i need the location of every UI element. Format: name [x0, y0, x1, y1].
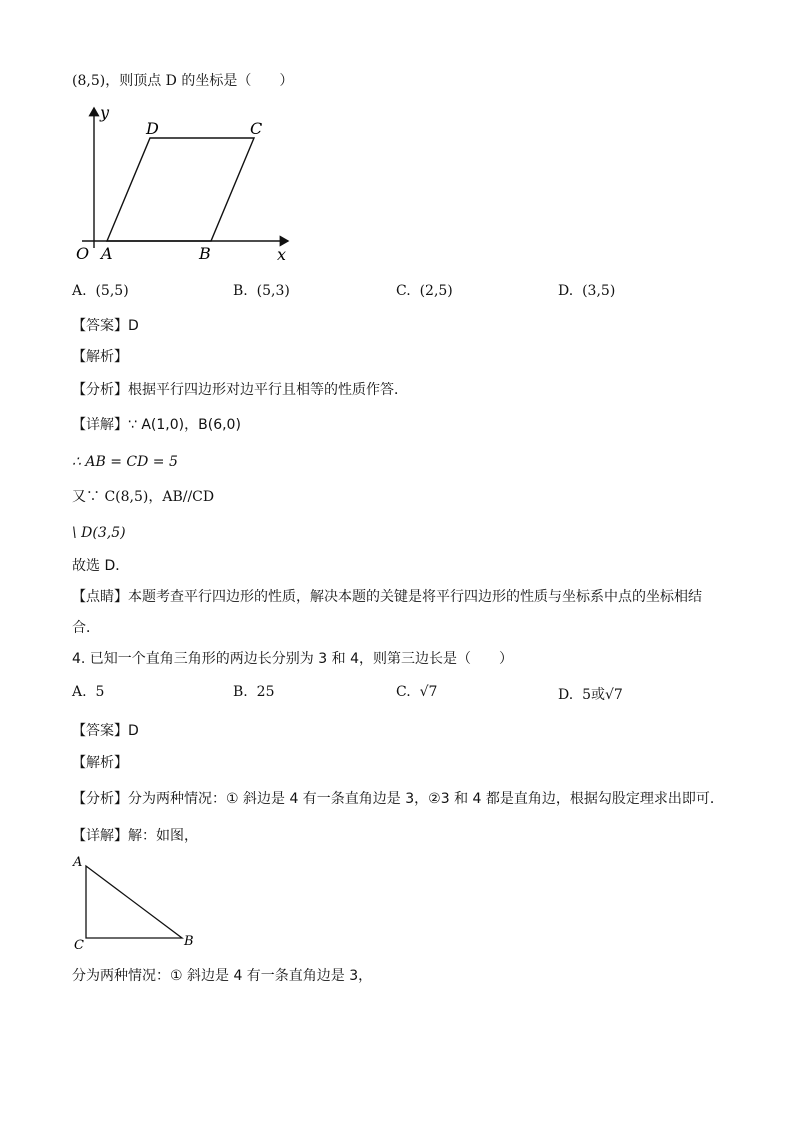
q3-option-c: C. (2,5)	[396, 283, 453, 299]
x-label: x	[277, 245, 287, 264]
point-b-label: B	[199, 244, 211, 263]
q4-option-b: B. 25	[233, 684, 275, 700]
q3-answer: 【答案】D	[72, 318, 139, 334]
triangle-abc	[86, 866, 182, 938]
parallelogram-figure	[70, 100, 300, 270]
q4-answer: 【答案】D	[72, 723, 139, 739]
q4-xiangjie: 【详解】解：如图，	[72, 828, 198, 844]
q4-option-a: A. 5	[72, 684, 105, 700]
point-a-label: A	[73, 855, 83, 870]
q4-case1: 分为两种情况：① 斜边是 4 有一条直角边是 3，	[72, 968, 373, 984]
origin-label: O	[76, 244, 90, 263]
q3-option-b: B. (5,3)	[233, 283, 290, 299]
q3-xiangjie-line1: 【详解】∵ A(1,0)，B(6,0)	[72, 417, 241, 433]
q3-fenxi: 【分析】根据平行四边形对边平行且相等的性质作答．	[72, 382, 408, 398]
q3-dianjing-1: 【点睛】本题考查平行四边形的性质，解决本题的关键是将平行四边形的性质与坐标系中点的坐标相结	[72, 589, 702, 605]
triangle-figure	[70, 852, 200, 952]
y-label: y	[100, 103, 110, 122]
q3-option-d: D. (3,5)	[558, 283, 616, 299]
q4-stem: 4. 已知一个直角三角形的两边长分别为 3 和 4，则第三边长是（ ）	[72, 651, 513, 667]
point-b-label: B	[184, 934, 194, 949]
q3-line3: 又∵ C(8,5)，AB//CD	[72, 489, 215, 505]
parallelogram-abcd	[107, 138, 254, 241]
q3-line5: 故选 D．	[72, 558, 130, 574]
q3-line2: ∴ AB = CD = 5	[72, 454, 178, 470]
q4-option-d: D. 5或√7	[558, 687, 623, 703]
q4-option-c: C. √7	[396, 684, 438, 700]
point-c-label: C	[250, 119, 263, 138]
point-d-label: D	[146, 119, 159, 138]
q4-analysis-heading: 【解析】	[72, 755, 128, 771]
q3-line4: \ D(3,5)	[72, 525, 126, 541]
q3-dianjing-2: 合．	[72, 620, 100, 636]
point-a-label: A	[101, 244, 113, 263]
q3-stem-tail: (8,5)，则顶点 D 的坐标是（ ）	[72, 73, 294, 89]
q4-fenxi: 【分析】分为两种情况：① 斜边是 4 有一条直角边是 3，②3 和 4 都是直角边，根据勾股定理求出即可．	[72, 791, 724, 807]
q3-analysis-heading: 【解析】	[72, 349, 128, 365]
point-c-label: C	[74, 938, 84, 952]
q3-option-a: A. (5,5)	[72, 283, 129, 299]
